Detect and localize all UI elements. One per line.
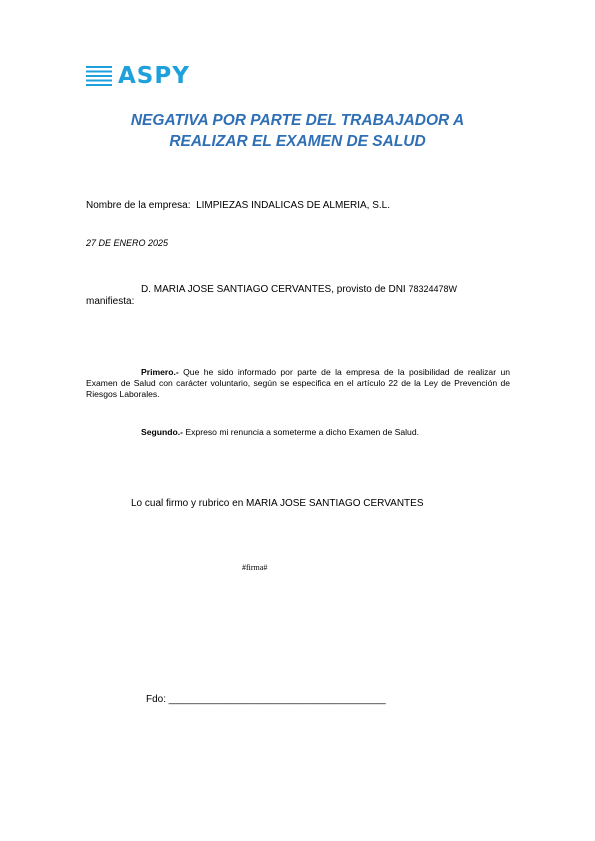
aspy-logo <box>86 64 190 88</box>
declaration-end: manifiesta: <box>86 296 135 307</box>
signature-placeholder: #firma# <box>242 563 268 572</box>
aspy-logo-text: ASPY <box>118 63 190 89</box>
primero-text: Que he sido informado por parte de la empresa de la posibilidad de realizar un Examen de Salud con carácter voluntario, según se especifica en el artículo 22 de la Ley de Prevención de Riesgos Laborales. <box>86 367 511 399</box>
firmo-statement: Lo cual firmo y rubrico en MARIA JOSE SANTIAGO CERVANTES <box>131 498 424 509</box>
aspy-stripes-icon <box>86 65 112 87</box>
primero-paragraph <box>86 367 510 400</box>
document-title <box>60 110 535 152</box>
declaration-paragraph <box>86 283 510 308</box>
fdo-label: Fdo: <box>146 694 167 705</box>
primero-label: Primero.- <box>141 367 179 377</box>
signature-line-row <box>146 694 386 706</box>
signature-line: _______________________________________ <box>168 694 386 705</box>
title-line-1: NEGATIVA POR PARTE DEL TRABAJADOR A <box>130 112 465 129</box>
company-name: LIMPIEZAS INDALICAS DE ALMERIA, S.L. <box>196 200 391 211</box>
segundo-label: Segundo.- <box>141 427 184 437</box>
dni-number: 78324478W <box>408 284 458 294</box>
declaration-text: D. MARIA JOSE SANTIAGO CERVANTES, provisto de DNI <box>141 284 406 295</box>
document-date: 27 DE ENERO 2025 <box>86 238 169 248</box>
company-label: Nombre de la empresa: <box>86 200 191 211</box>
segundo-paragraph <box>86 427 510 438</box>
segundo-text: Expreso mi renuncia a someterme a dicho Examen de Salud. <box>185 427 419 437</box>
company-row <box>86 200 390 212</box>
title-line-2: REALIZAR EL EXAMEN DE SALUD <box>169 133 426 150</box>
